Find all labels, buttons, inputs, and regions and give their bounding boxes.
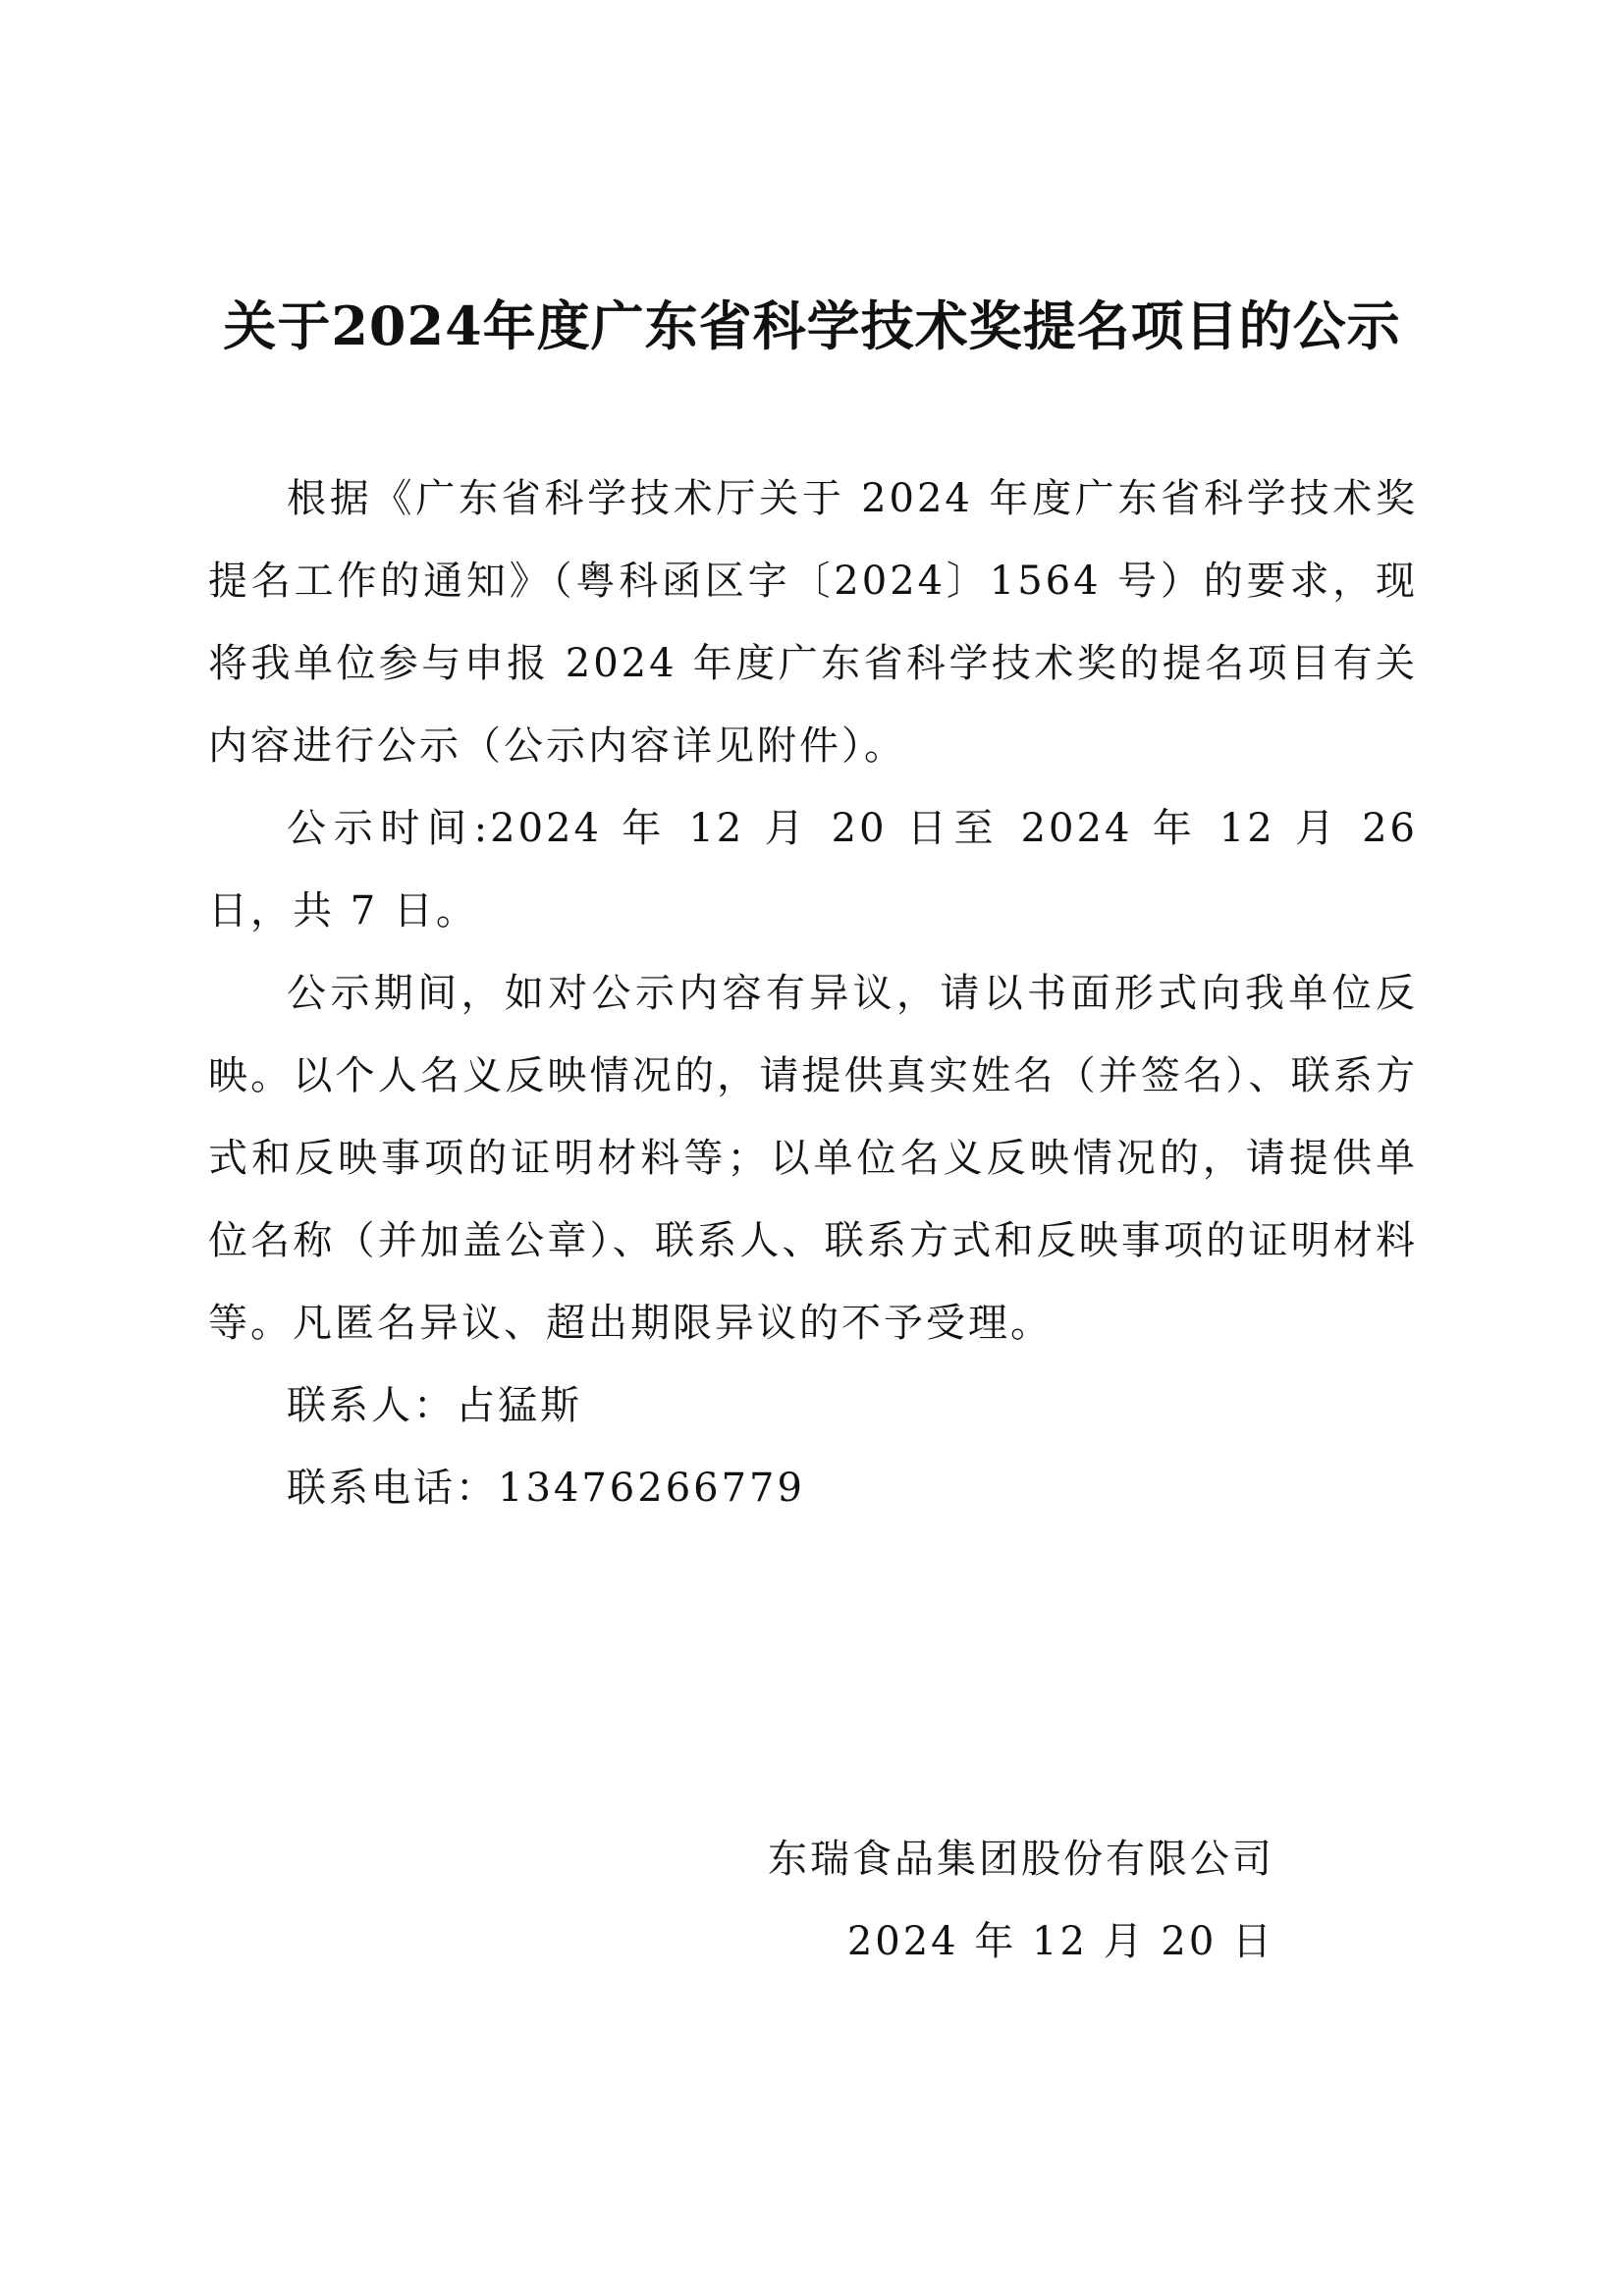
paragraph-period-block (208, 787, 1418, 952)
paragraph-objection-block (208, 952, 1418, 1364)
signature-company: 东瑞食品集团股份有限公司 (768, 1837, 1274, 1882)
paragraph-objection: 公示期间，如对公示内容有异议，请以书面形式向我单位反映。以个人名义反映情况的，请提供真实姓名（并签名）、联系方式和反映事项的证明材料等；以单位名义反映情况的，请提供单位名称（并加盖公章）、联系人、联系方式和反映事项的证明材料等。凡匿名异议、超出期限异议的不予受理。 (208, 971, 1418, 1346)
paragraph-intro: 根据《广东省科学技术厅关于 2024 年度广东省科学技术奖提名工作的通知》（粤科函区字〔2024〕1564 号）的要求，现将我单位参与申报 2024 年度广东省科学技术奖的提名项目有关内容进行公示（公示内容详见附件）。 (208, 476, 1418, 769)
paragraph-period: 公示时间:2024 年 12 月 20 日至 2024 年 12 月 26 日，共 7 日。 (208, 806, 1418, 934)
signature-date: 2024 年 12 月 20 日 (846, 1919, 1274, 1964)
contact-phone-block (208, 1447, 1418, 1529)
contact-phone: 联系电话：13476266779 (287, 1466, 805, 1511)
document-title: 关于2024年度广东省科学技术奖提名项目的公示 (223, 294, 1401, 357)
contact-person-block (208, 1364, 1418, 1447)
contact-person: 联系人：占猛斯 (287, 1383, 582, 1428)
paragraph-intro-block (208, 457, 1418, 787)
